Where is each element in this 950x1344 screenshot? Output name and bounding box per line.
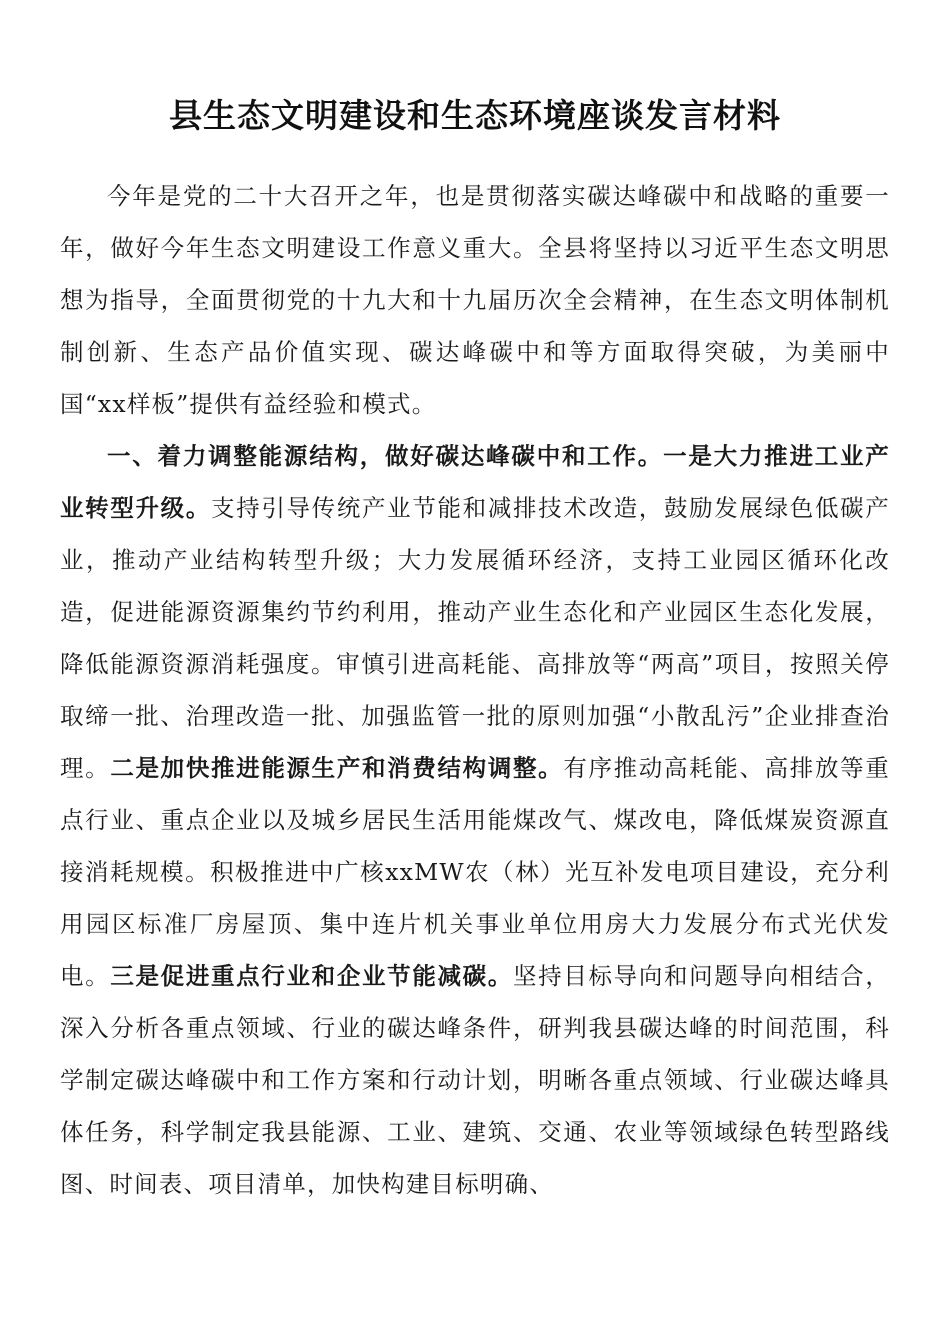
section-1-heading: 一、着力调整能源结构，做好碳达峰碳中和工作。 [107, 442, 664, 470]
section-1-paragraph [60, 430, 890, 1210]
point-3-text: 坚持目标导向和问题导向相结合，深入分析各重点领域、行业的碳达峰条件，研判我县碳达峰的时间范围，科学制定碳达峰碳中和工作方案和行动计划，明晰各重点领域、行业碳达峰具体任务，科学制定我县能源、工业、建筑、交通、农业等领域绿色转型路线图、时间表、项目清单，加快构建目标明确、 [60, 962, 891, 1198]
document-page [60, 88, 890, 1210]
document-title: 县生态文明建设和生态环境座谈发言材料 [169, 96, 781, 135]
point-1-text: 支持引导传统产业节能和减排技术改造，鼓励发展绿色低碳产业，推动产业结构转型升级；大力发展循环经济，支持工业园区循环化改造，促进能源资源集约节约利用，推动产业生态化和产业园区生态化发展，降低能源资源消耗强度。审慎引进高耗能、高排放等“两高”项目，按照关停取缔一批、治理改造一批、加强监管一批的原则加强“小散乱污”企业排查治理。 [60, 494, 890, 782]
point-3-title: 三是促进重点行业和企业节能减碳。 [110, 962, 513, 990]
point-2-title: 二是加快推进能源生产和消费结构调整。 [110, 754, 564, 782]
point-2-text: 有序推动高耗能、高排放等重点行业、重点企业以及城乡居民生活用能煤改气、煤改电，降低煤炭资源直接消耗规模。积极推进中广核xxMW农（林）光互补发电项目建设，充分利用园区标准厂房屋顶、集中连片机关事业单位用房大力发展分布式光伏发电。 [60, 754, 890, 990]
intro-paragraph: 今年是党的二十大召开之年，也是贯彻落实碳达峰碳中和战略的重要一年，做好今年生态文明建设工作意义重大。全县将坚持以习近平生态文明思想为指导，全面贯彻党的十九大和十九届历次全会精神，在生态文明体制机制创新、生态产品价值实现、碳达峰碳中和等方面取得突破，为美丽中国“xx样板”提供有益经验和模式。 [60, 182, 890, 418]
point-1-title: 一是大力推进工业产业转型升级。 [60, 442, 890, 522]
